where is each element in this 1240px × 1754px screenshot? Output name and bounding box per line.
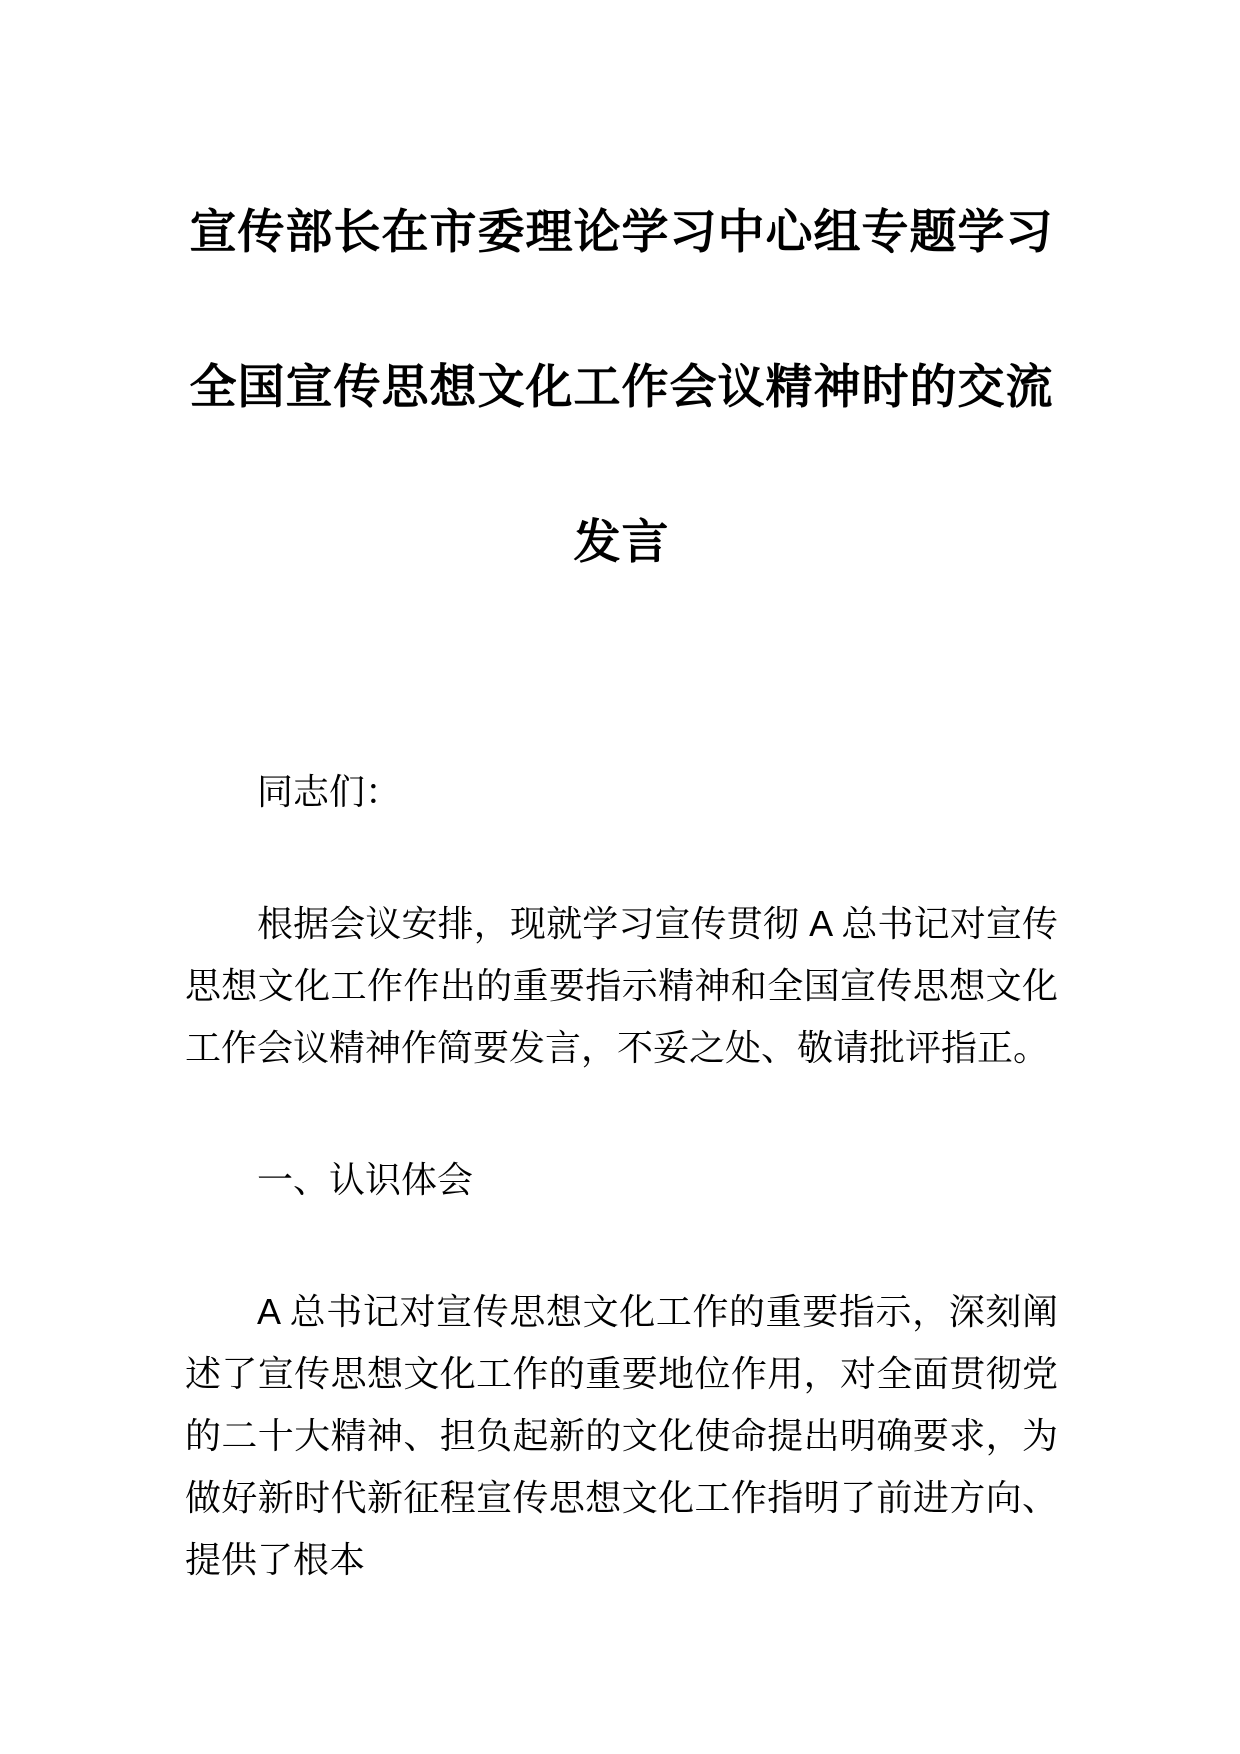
- document-body: [185, 761, 1058, 1591]
- section-heading-1: 一、认识体会: [257, 1159, 474, 1200]
- paragraph-section-body: A 总书记对宣传思想文化工作的重要指示，深刻阐述了宣传思想文化工作的重要地位作用，对全面贯彻党的二十大精神、担负起新的文化使命提出明确要求，为做好新时代新征程宣传思想文化工作指明了前进方向、提供了根本: [185, 1291, 1058, 1580]
- document-title: [185, 154, 1058, 619]
- paragraph-opening: 根据会议安排，现就学习宣传贯彻 A 总书记对宣传思想文化工作作出的重要指示精神和全国宣传思想文化工作会议精神作简要发言，不妥之处、敬请批评指正。: [185, 903, 1058, 1068]
- title-line-2: 全国宣传思想文化工作会议精神时的交流: [189, 360, 1054, 413]
- paragraph-salutation: 同志们：: [257, 771, 402, 812]
- title-line-1: 宣传部长在市委理论学习中心组专题学习: [189, 205, 1054, 258]
- title-line-3: 发言: [573, 515, 670, 568]
